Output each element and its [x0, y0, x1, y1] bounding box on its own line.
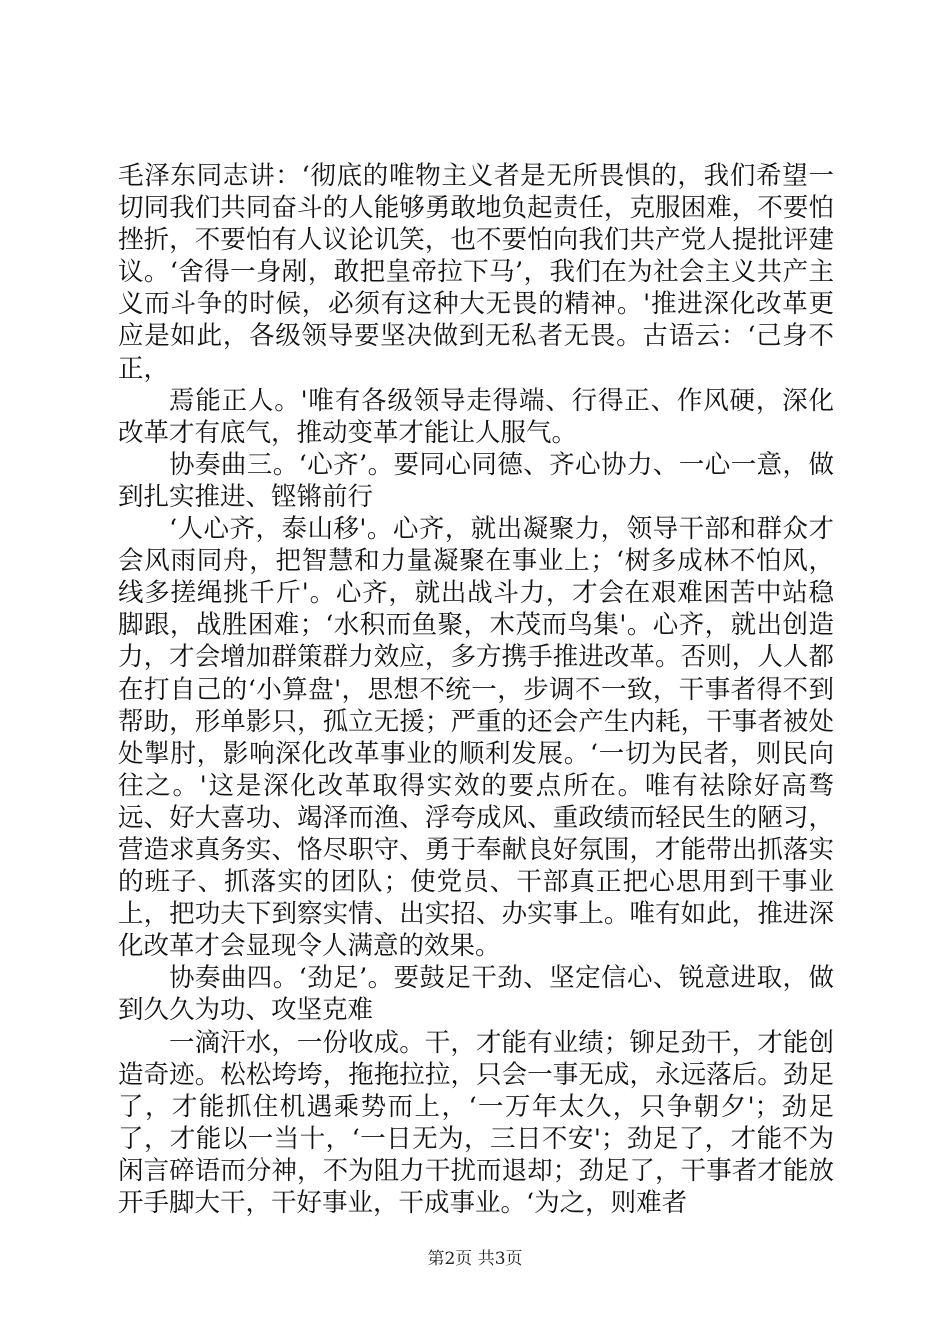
paragraph-6: 一滴汗水，一份收成。干，才能有业绩；铆足劲干，才能创造奇迹。松松垮垮，拖拖拉拉，只会一事无成，永远落后。劲足了，才能抓住机遇乘势而上，‘一万年太久，只争朝夕'；劲足了，才能以一当十，‘一日无为，三日不安'；劲足了，才能不为闲言碎语而分神，不为阻力干扰而退却；劲足了，干事者才能放开手脚大干，干好事业，干成事业。‘为之，则难者	[118, 1027, 834, 1218]
section-heading-4: 协奏曲四。‘劲足’。要鼓足干劲、坚定信心、锐意进取，做到久久为功、攻坚克难	[118, 963, 834, 1026]
paragraph-4: ‘人心齐，泰山移'。心齐，就出凝聚力，领导干部和群众才会风雨同舟，把智慧和力量凝聚在事业上；‘树多成林不怕风，线多搓绳挑千斤'。心齐，就出战斗力，才会在艰难困苦中站稳脚跟，战胜困难；‘水积而鱼聚，木茂而鸟集'。心齐，就出创造力，才会增加群策群力效应，多方携手推进改革。否则，人人都在打自己的‘小算盘'，思想不统一，步调不一致，干事者得不到帮助，形单影只，孤立无援；严重的还会产生内耗，干事者被处处掣肘，影响深化改革事业的顺利发展。‘一切为民者，则民向往之。'这是深化改革取得实效的要点所在。唯有祛除好高骛远、好大喜功、竭泽而渔、浮夸成风、重政绩而轻民生的陋习，营造求真务实、恪尽职守、勇于奉献良好氛围，才能带出抓落实的班子、抓落实的团队；使党员、干部真正把心思用到干事业上，把功夫下到察实情、出实招、办实事上。唯有如此，推进深化改革才会显现令人满意的效果。	[118, 514, 834, 962]
paragraph-1: 毛泽东同志讲：‘彻底的唯物主义者是无所畏惧的，我们希望一切同我们共同奋斗的人能够勇敢地负起责任，克服困难，不要怕挫折，不要怕有人议论讥笑，也不要怕向我们共产党人提批评建议。‘舍得一身剐，敢把皇帝拉下马’，我们在为社会主义共产主义而斗争的时候，必须有这种大无畏的精神。'推进深化改革更应是如此，各级领导要坚决做到无私者无畏。古语云：‘己身不正，	[118, 161, 834, 384]
document-body	[118, 160, 834, 1219]
page-footer: 第2页 共3页	[427, 1249, 523, 1269]
section-heading-3: 协奏曲三。‘心齐’。要同心同德、齐心协力、一心一意，做到扎实推进、铿锵前行	[118, 449, 834, 512]
paragraph-2: 焉能正人。'唯有各级领导走得端、行得正、作风硬，深化改革才有底气，推动变革才能让人服气。	[118, 385, 834, 448]
